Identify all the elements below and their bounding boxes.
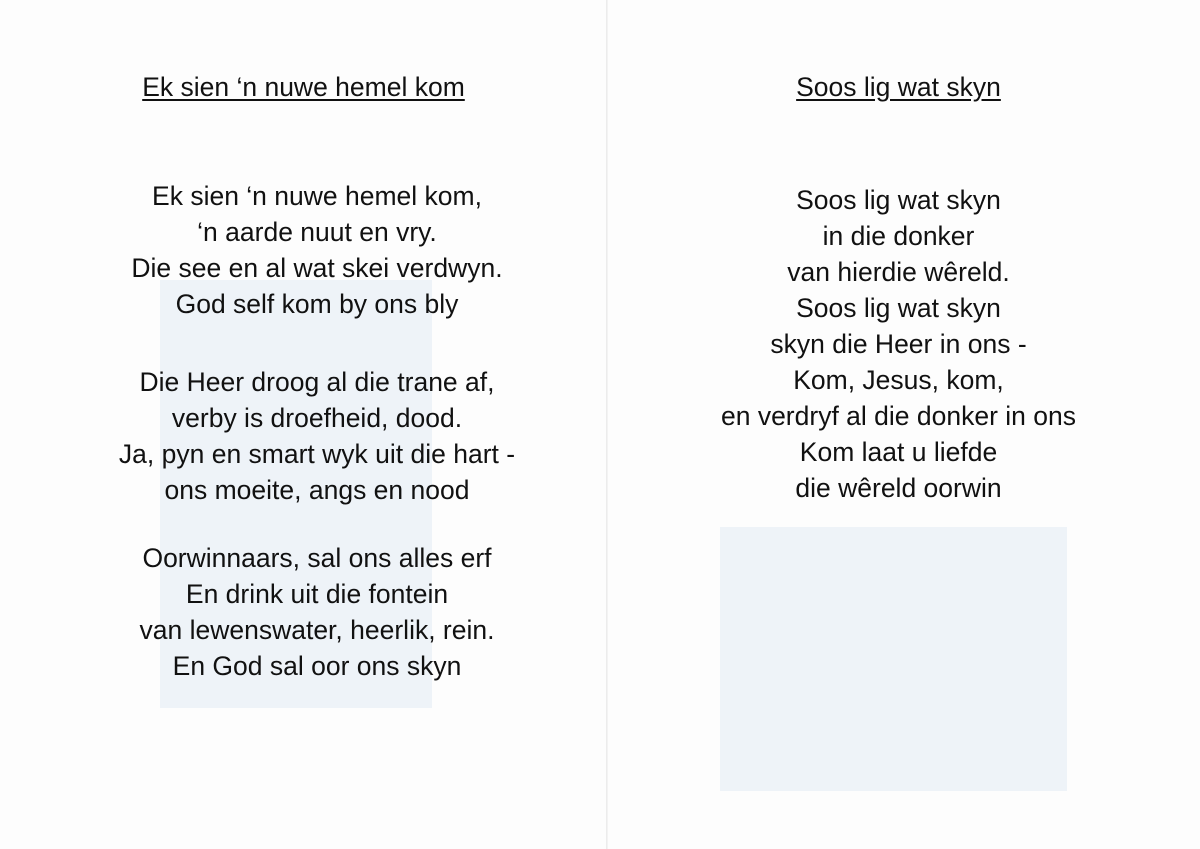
- lyric-line: van lewenswater, heerlik, rein.: [139, 615, 495, 645]
- left-stanza-3: [0, 540, 634, 684]
- lyric-line: Die see en al wat skei verdwyn.: [131, 253, 503, 283]
- left-hymn-title: Ek sien ‘n nuwe hemel kom: [142, 72, 465, 102]
- lyric-line: Ja, pyn en smart wyk uit die hart -: [118, 439, 516, 469]
- lyric-line: verby is droefheid, dood.: [171, 403, 463, 433]
- lyric-line: En God sal oor ons skyn: [172, 651, 462, 681]
- lyric-line: skyn die Heer in ons -: [770, 329, 1027, 359]
- lyric-line: en verdryf al die donker in ons: [720, 401, 1076, 431]
- lyric-line: Soos lig wat skyn: [796, 185, 1001, 215]
- lyric-line: En drink uit die fontein: [185, 579, 449, 609]
- lyric-line: van hierdie wêreld.: [787, 257, 1010, 287]
- lyric-line: Kom, Jesus, kom,: [793, 365, 1004, 395]
- left-stanza-1: [0, 178, 634, 322]
- right-stanza-1: [607, 182, 1190, 506]
- lyric-line: Die Heer droog al die trane af,: [139, 367, 495, 397]
- lyric-line: in die donker: [822, 221, 975, 251]
- lyric-line: Ek sien ‘n nuwe hemel kom,: [152, 181, 482, 211]
- lyric-line: God self kom by ons bly: [175, 289, 459, 319]
- lyric-line: Soos lig wat skyn: [796, 293, 1001, 323]
- lyric-line: Kom laat u liefde: [799, 437, 998, 467]
- left-stanza-2: [0, 364, 634, 508]
- lyric-line: die wêreld oorwin: [795, 473, 1002, 503]
- bleed-through-photo: [720, 527, 1067, 791]
- lyric-line: ‘n aarde nuut en vry.: [197, 217, 437, 247]
- lyric-line: Oorwinnaars, sal ons alles erf: [142, 543, 492, 573]
- lyric-line: ons moeite, angs en nood: [164, 475, 470, 505]
- right-hymn-title: Soos lig wat skyn: [796, 72, 1001, 102]
